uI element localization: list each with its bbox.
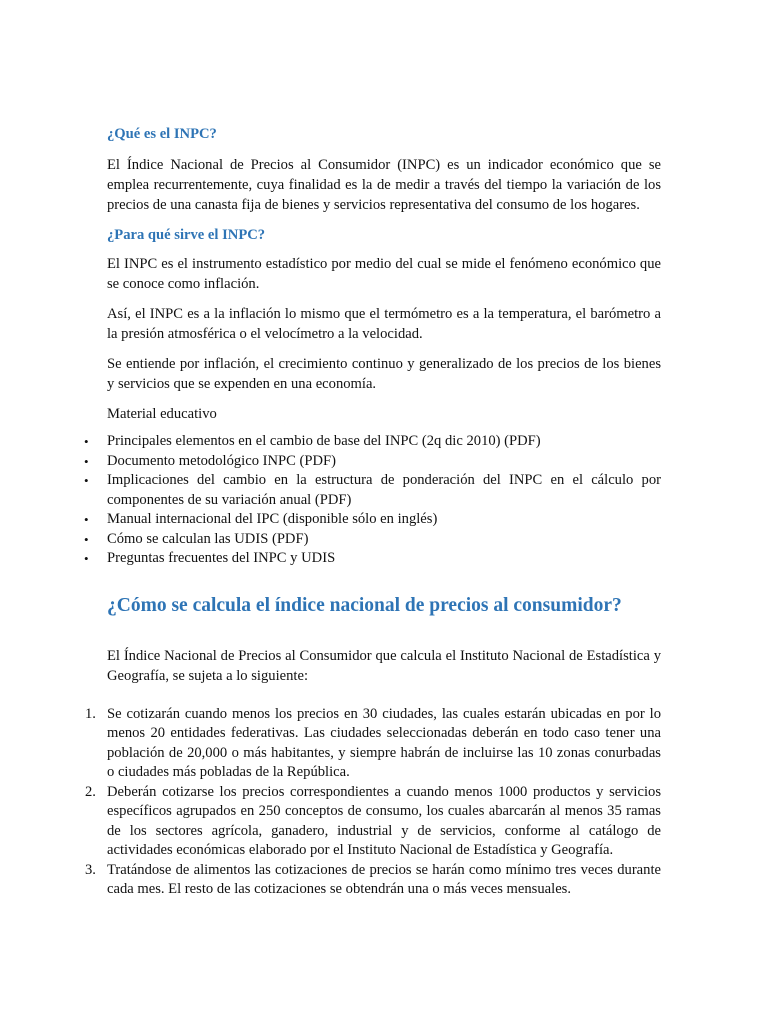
- material-list: [107, 432, 661, 569]
- list-item: [85, 783, 661, 861]
- paragraph-analogia: Así, el INPC es a la inflación lo mismo que el termómetro es a la temperatura, el barómetro a la presión atmosférica o el velocímetro a la velocidad.: [107, 306, 661, 342]
- material-item-cambio-base[interactable]: • Principales elementos en el cambio de base del INPC (2q dic 2010) (PDF): [107, 432, 661, 452]
- material-item-documento-metodologico[interactable]: • Documento metodológico INPC (PDF): [107, 452, 661, 472]
- document-content: [85, 124, 661, 900]
- material-item-manual-internacional[interactable]: • Manual internacional del IPC (disponible sólo en inglés): [107, 510, 661, 530]
- material-item-implicaciones[interactable]: • Implicaciones del cambio en la estructura de ponderación del INPC en el cálculo por componentes de su variación anual (PDF): [107, 471, 661, 510]
- paragraph-inflacion: Se entiende por inflación, el crecimiento continuo y generalizado de los precios de los bienes y servicios que se expenden en una economía.: [107, 356, 661, 392]
- paragraph-definicion-inpc: El Índice Nacional de Precios al Consumidor (INPC) es un indicador económico que se emplea recurrentemente, cuya finalidad es la de medir a través del tiempo la variación de los precios de una canasta fija de bienes y servicios representativa del consumo de los hogares.: [107, 157, 661, 213]
- step-text: Deberán cotizarse los precios correspondientes a cuando menos 1000 productos y servicios específicos agrupados en 250 conceptos de consumo, los cuales abarcarán al menos 35 ramas de los sectores agrícola, ganadero, industrial y de servicios, conforme al catálogo de actividades económicas elaborado por el Instituto Nacional de Estadística y Geografía.: [107, 783, 661, 858]
- heading-que-es-inpc: ¿Qué es el INPC?: [107, 126, 217, 142]
- list-item: [85, 705, 661, 783]
- step-text: Se cotizarán cuando menos los precios en 30 ciudades, las cuales estarán ubicadas en por lo menos 20 entidades federativas. Las ciudades seleccionadas deberán en todo caso tener una población de 20,000 o más habitantes, y siempre habrán de incluirse las 10 zonas conurbadas o ciudades más pobladas de la República.: [107, 705, 661, 780]
- calculo-steps-list: [85, 705, 661, 900]
- heading-como-se-calcula: ¿Cómo se calcula el índice nacional de precios al consumidor?: [107, 594, 622, 616]
- step-number: 1.: [85, 705, 96, 722]
- step-number: 3.: [85, 861, 96, 878]
- list-item: [85, 861, 661, 900]
- paragraph-calculo-intro: El Índice Nacional de Precios al Consumidor que calcula el Instituto Nacional de Estadística y Geografía, se sujeta a lo siguiente:: [107, 647, 661, 684]
- step-text: Tratándose de alimentos las cotizaciones de precios se harán como mínimo tres veces durante cada mes. El resto de las cotizaciones se obtendrán una o más veces mensuales.: [107, 861, 661, 897]
- step-number: 2.: [85, 783, 96, 800]
- heading-para-que-sirve: ¿Para qué sirve el INPC?: [107, 227, 266, 243]
- paragraph-instrumento: El INPC es el instrumento estadístico por medio del cual se mide el fenómeno económico que se conoce como inflación.: [107, 256, 661, 292]
- material-educativo-label: Material educativo: [107, 406, 217, 422]
- material-item-calculo-udis[interactable]: • Cómo se calculan las UDIS (PDF): [107, 530, 661, 550]
- material-item-preguntas-frecuentes[interactable]: • Preguntas frecuentes del INPC y UDIS: [107, 549, 661, 569]
